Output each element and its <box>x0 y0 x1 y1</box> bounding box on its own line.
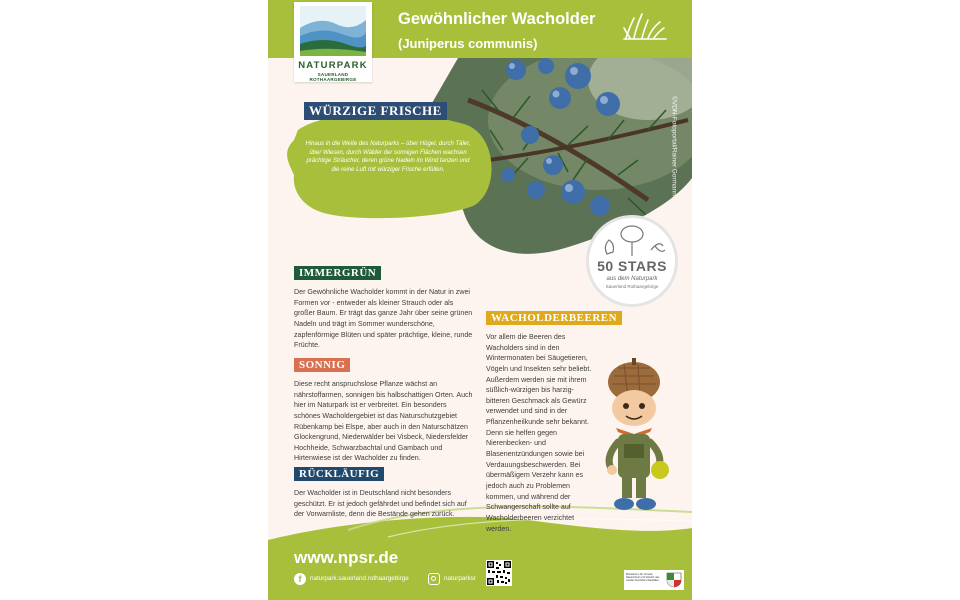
page-title: Gewöhnlicher Wacholder <box>398 10 596 28</box>
badge-title: 50 STARS <box>597 258 667 274</box>
page-subtitle: (Juniperus communis) <box>398 36 538 51</box>
website-link[interactable]: www.npsr.de <box>294 548 399 567</box>
badge-subtitle: aus dem Naturpark <box>606 276 658 282</box>
nrw-coat-of-arms-icon <box>666 572 682 588</box>
section-text-ruecklaeufig: Der Wacholder ist in Deutschland nicht besonders geschützt. Er ist jedoch gefährdet und befindet sich auf der Vorwarnliste, denn die Bestände gehen zurück. <box>294 489 467 519</box>
section-label-immergruen: IMMERGRÜN <box>294 266 381 280</box>
facebook-icon[interactable]: f <box>294 573 306 585</box>
instagram-handle[interactable]: naturparksr <box>444 575 476 582</box>
section-text-immergruen: Der Gewöhnliche Wacholder kommt in der Natur in zwei Formen vor - entweder als kleiner Strauch oder als großer Baum. Er trägt das ganze Jahr über seine grünen Nadeln und trägt im Sommer wunderschöne, zapfenförmige Blüten und später prächtige, kleine, runde Früchte. <box>294 288 473 350</box>
section-label-ruecklaeufig: RÜCKLÄUFIG <box>294 467 384 481</box>
info-poster <box>268 0 692 600</box>
photo-credit: ©VDN-Fotoportal/Rainer Gormann <box>670 96 678 196</box>
facebook-handle[interactable]: naturpark.sauerland.rothaargebirge <box>310 575 409 582</box>
nrw-ministry-text: Ministerium für Umwelt, Naturschutz und Verkehr des Landes Nordrhein-Westfalen <box>626 573 660 583</box>
section-text-wacholderbeeren: Vor allem die Beeren des Wacholders sind in den Wintermonaten bei Säugetieren, Vögeln und Insekten sehr beliebt. Außerdem werden sie mit ihrem süßlich-würzigen bis harzig-bitteren Geschmack als Gewürz verwendet und sind in der Pflanzenheilkunde sehr bekannt. Denn sie helfen gegen Nierenbecken- und Blasenentzündungen sowie bei Verdauungsbeschwerden. Bei übermäßigem Verzehr kann es jedoch auch zu Problemen kommen, und während der Schwangerschaft sollte auf Wacholderbeeren verzichtet werden. <box>486 333 592 533</box>
instagram-icon[interactable] <box>428 573 440 585</box>
grass-icon <box>622 12 668 42</box>
fifty-stars-badge <box>586 215 678 307</box>
qr-code-icon[interactable] <box>486 560 512 586</box>
intro-label: WÜRZIGE FRISCHE <box>304 102 447 120</box>
logo-subtitle: SAUERLAND ROTHAARGEBIRGE <box>309 72 357 82</box>
naturpark-logo <box>294 2 372 82</box>
section-label-sonnig: SONNIG <box>294 358 350 372</box>
tree-bird-icon <box>589 220 675 260</box>
badge-caption: Sauerland Rothaargebirge <box>605 284 659 289</box>
nrw-ministry-logo <box>624 570 684 590</box>
landscape-icon <box>294 6 372 62</box>
section-text-sonnig: Diese recht anspruchslose Pflanze wächst an nährstoffarmen, sonnigen bis halbschattigen Orten. Auch hier im Naturpark ist er verbreitet. Ein besonders schönes Wacholdergebiet ist das Naturschutzgebiet Rübenkamp bei Elspe, aber auch in den Naturschätzen Glockengrund, Niederwälder bei Visbeck, Niedersfelder Hochheide, Schwarzbachtal und Gambach und Hirtenwiese ist der Wacholder zu finden. <box>294 380 473 463</box>
section-label-wacholderbeeren: WACHOLDERBEEREN <box>486 311 622 325</box>
logo-name: NATURPARK <box>298 60 368 71</box>
acorn-mascot <box>594 358 674 514</box>
intro-text: Hinaus in die Weite des Naturparks – über Hügel, durch Täler, über Wiesen, durch Wälder der sonnigen Flächen wachsen prächtige Sträucher, deren grüne Nadeln im Wind tanzen und die reine Luft mit würziger Frische erfüllen. <box>305 141 471 174</box>
